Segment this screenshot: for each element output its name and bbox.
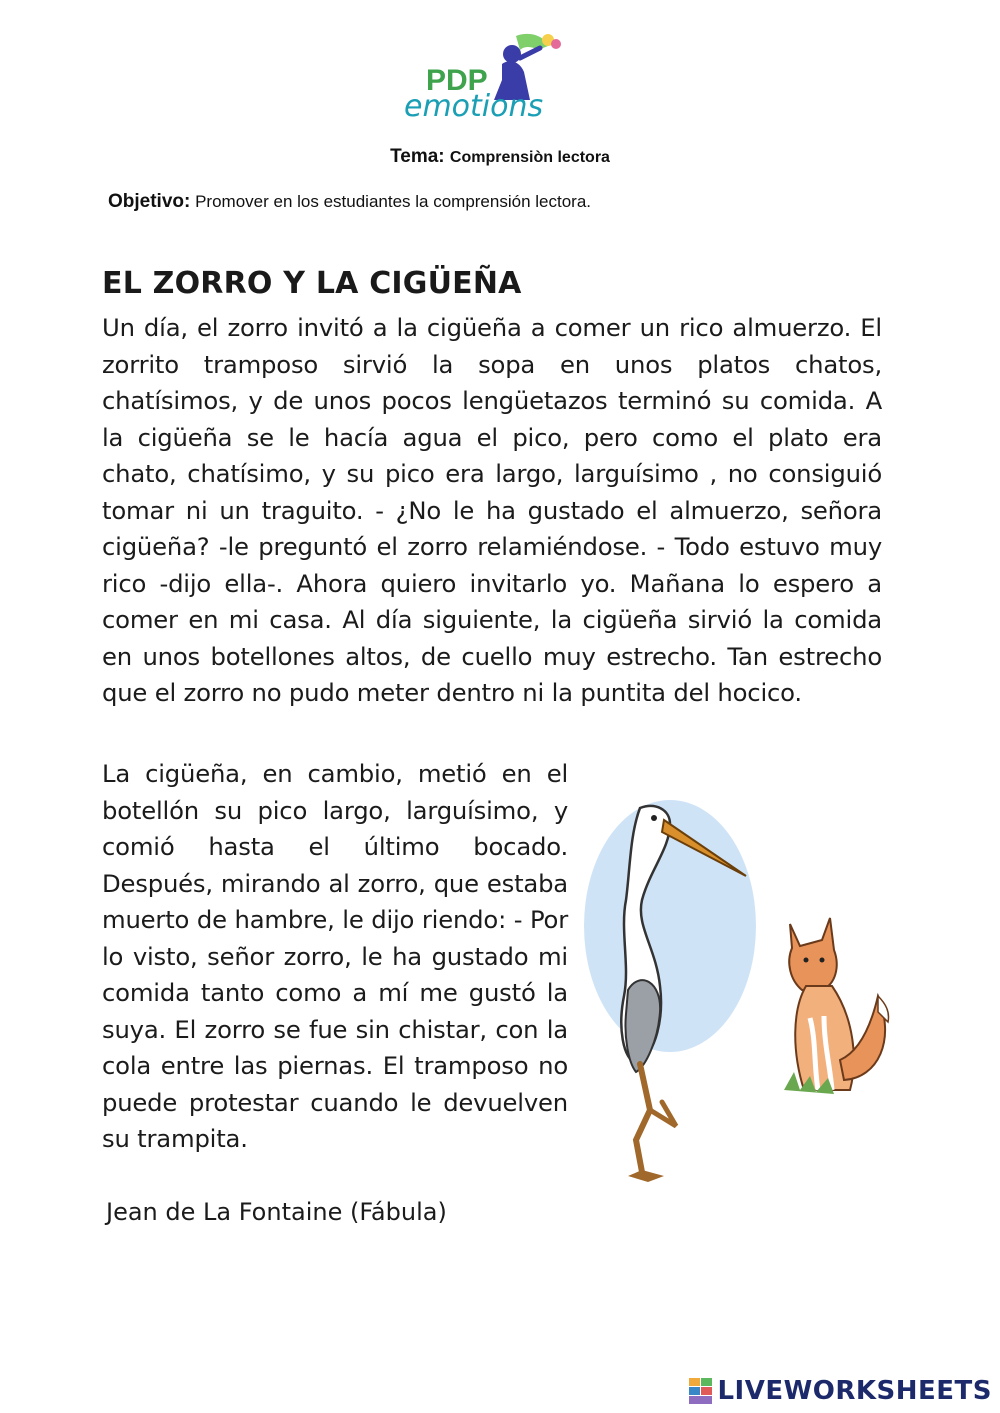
- logo-bottom-text: emotions: [404, 89, 544, 124]
- tema-line: [0, 146, 1000, 168]
- objetivo-value: Promover en los estudiantes la comprensión lectora.: [195, 192, 592, 211]
- liveworksheets-logo-icon: [689, 1378, 713, 1404]
- objetivo-line: [108, 191, 591, 213]
- liveworksheets-brand: LIVEWORKSHEETS: [717, 1376, 992, 1406]
- fox-icon: [784, 918, 889, 1094]
- objetivo-label: Objetivo:: [108, 191, 191, 212]
- logo-top-text: PDP: [426, 64, 488, 97]
- stork-background-ellipse: [584, 800, 756, 1052]
- tema-value: Comprensiòn lectora: [449, 149, 610, 166]
- pdp-emotions-logo: [398, 28, 608, 128]
- tema-label: Tema:: [390, 146, 445, 167]
- liveworksheets-footer: [689, 1375, 992, 1407]
- story-paragraph-1: Un día, el zorro invitó a la cigüeña a comer un rico almuerzo. El zorrito tramposo sirvió la sopa en unos platos chatos, chatísimos, y de unos pocos lengüetazos terminó su comida. A la cigüeña se le hacía agua el pico, pero como el plato era chato, chatísimo, y su pico era largo, larguísimo , no consiguió tomar ni un traguito. - ¿No le ha gustado el almuerzo, señora cigüeña? -le preguntó el zorro relamiéndose. - Todo estuvo muy rico -dijo ella-. Ahora quiero invitarlo yo. Mañana lo espero a comer en mi casa. Al día siguiente, la cigüeña sirvió la comida en unos botellones altos, de cuello muy estrecho. Tan estrecho que el zorro no pudo meter dentro ni la puntita del hocico.: [102, 313, 882, 707]
- story-paragraph-2: La cigüeña, en cambio, metió en el botellón su pico largo, larguísimo, y comió hasta el último bocado. Después, mirando al zorro, que estaba muerto de hambre, le dijo riendo: - Por lo visto, señor zorro, le ha gustado mi comida tanto como a mí me gustó la suya. El zorro se fue sin chistar, con la cola entre las piernas. El tramposo no puede protestar cuando le devuelven su trampita.: [102, 759, 568, 1153]
- stork-and-fox-illustration: [578, 790, 908, 1190]
- story-author: Jean de La Fontaine (Fábula): [106, 1198, 447, 1226]
- story-title: EL ZORRO Y LA CIGÜEÑA: [102, 266, 522, 301]
